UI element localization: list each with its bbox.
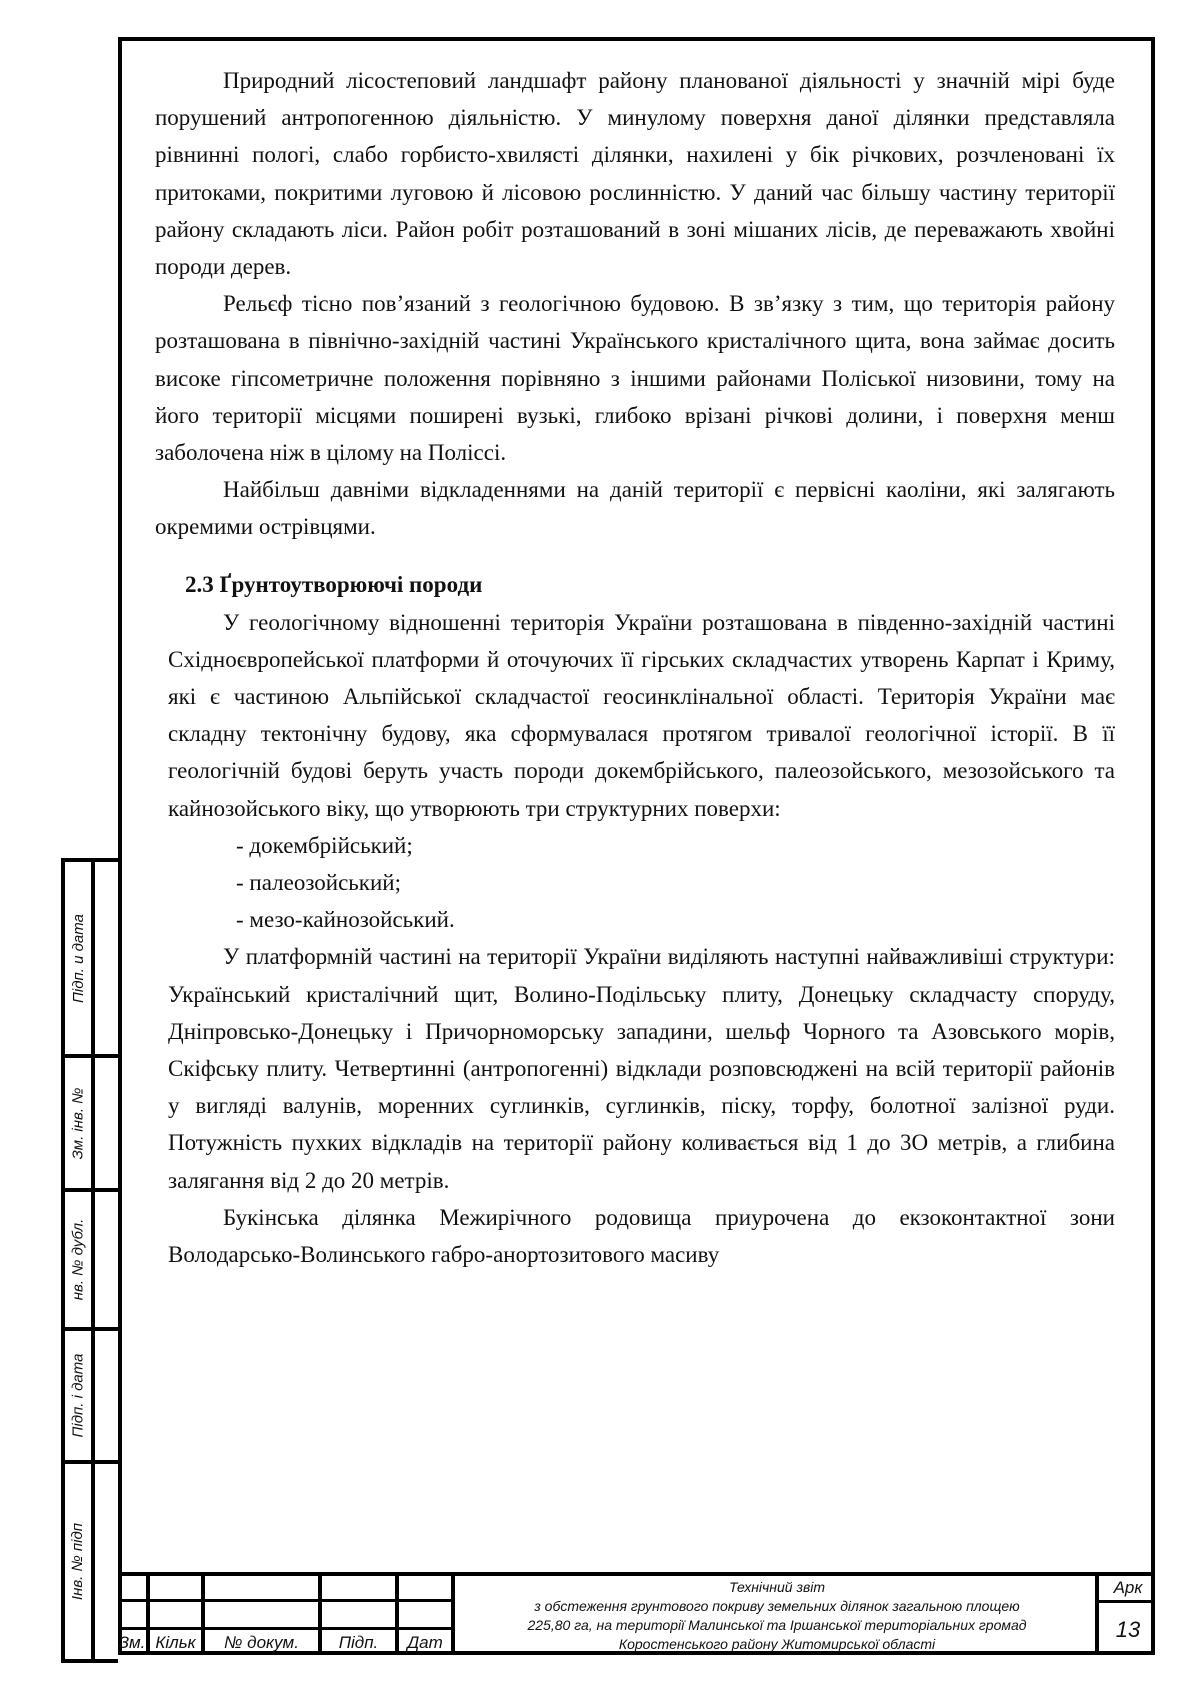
col-label: Кільк	[155, 1633, 196, 1652]
paragraph: Природний лісостеповий ландшафт району планованої діяльності у значній мірі буде порушений антропогенною діяльністю. У минулому поверхня даної ділянки представляла рівнинні пологі, слабо горбисто-хвилясті ділянки, нахилені у бік річкових, розчленовані їх притоками, покритими луговою й лісовою рослинністю. У даний час більшу частину території району складають ліси. Район робіт розташований в зоні мішаних лісів, де переважають хвойні породи дерев.	[155, 68, 1115, 280]
side-label: Підп. і дата	[69, 1353, 87, 1438]
list-item: - мезо-кайнозойський.	[236, 907, 455, 933]
divider	[451, 1576, 455, 1655]
document-body	[155, 62, 1115, 1273]
paragraph: Найбільш давніми відкладеннями на даній території є первісні каоліни, які залягають окремими острівцями.	[155, 477, 1115, 540]
paragraph: У геологічному відношенні територія України розташована в південно-західній частині Східноєвропейської платформи й оточуючих її гірських складчастих утворень Карпат і Криму, які є частиною Альпійської складчастої геосинклінальної області. Територія України має складну тектонічну будову, яка сформувалася протягом тривалої геологічної історії. В її геологічній будові беруть участь породи докембрійського, палеозойського, мезозойського та кайнозойського віку, що утворюють три структурних поверхи:	[168, 609, 1115, 821]
description-line: Технічний звіт	[728, 1579, 826, 1595]
divider	[1095, 1600, 1155, 1603]
list-item: - палеозойський;	[236, 870, 401, 896]
paragraph: У платформній частині на території України виділяють наступні найважливіші структури: Український кристалічний щит, Волино-Подільську плиту, Донецьку складчасту споруду, Дніпровсько-Донецьку і Причорноморську западини, шельф Чорного та Азовського морів, Скіфську плиту. Четвертинні (антропогенні) відклади розповсюджені на всій території районів у вигляді валунів, моренних суглинків, суглинків, піску, торфу, болотної залізної руди. Потужність пухких відкладів на території району коливається від 1 до 3О метрів, а глибина залягання від 2 до 20 метрів.	[168, 944, 1115, 1193]
col-label: Зм.	[118, 1633, 146, 1652]
sheet-label: Арк	[1113, 1578, 1143, 1597]
paragraph: Рельєф тісно пов’язаний з геологічною будовою. В зв’язку з тим, що територія району розташована в північно-західній частині Українського кристалічного щита, вона займає досить високе гіпсометричне положення порівняно з іншими районами Поліської низовини, тому на його території місцями поширені вузькі, глибоко врізані річкові долини, і поверхня менш заболочена ніж в цілому на Поліссі.	[155, 291, 1115, 466]
divider	[118, 1599, 453, 1602]
description-line: з обстеження грунтового покриву земельних ділянок загальною площею	[534, 1598, 1020, 1614]
paragraph: Букінська ділянка Межирічного родовища приурочена до екзоконтактної зони Володарсько-Волинського габро-анортозитового масиву	[168, 1204, 1115, 1268]
document-description	[457, 1578, 1097, 1654]
side-label: Інв. № підп	[69, 1522, 87, 1601]
divider	[91, 862, 95, 1659]
sheet-number: 13	[1115, 1617, 1141, 1642]
side-label: нв. № дубл.	[69, 1218, 87, 1301]
section-heading: 2.3 Ґрунтоутворюючі породи	[185, 571, 483, 597]
description-line: 225,80 га, на території Малинської та Іршанської територіальних громад	[527, 1617, 1027, 1633]
col-label: № докум.	[224, 1633, 299, 1652]
col-label: Підп.	[338, 1633, 379, 1652]
side-stamp	[61, 858, 118, 1663]
side-label: Підп. и дата	[69, 913, 87, 1003]
list-item: - докембрійський;	[236, 832, 413, 858]
title-block	[118, 1572, 1155, 1655]
col-label: Дат	[407, 1633, 443, 1652]
side-label: Зм. інв. №	[69, 1087, 87, 1159]
section-body	[155, 604, 1115, 1274]
description-line: Коростенського району Житомирської області	[618, 1636, 936, 1652]
